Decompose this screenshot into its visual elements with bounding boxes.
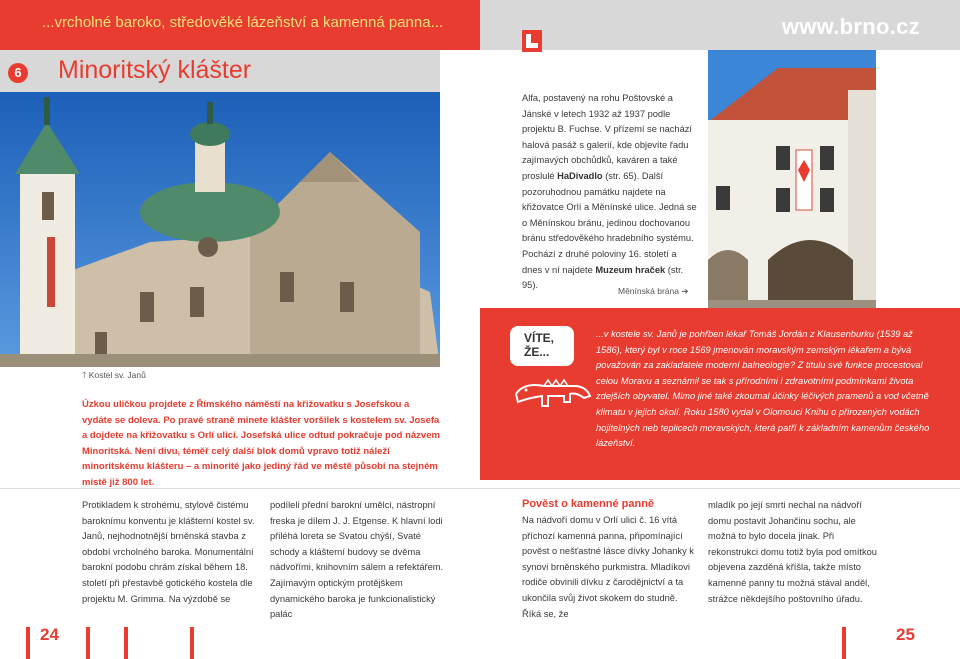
paragraph-text: Alfa, postavený na rohu Poštovské a Jánské v letech 1932 až 1937 podle projektu B. Fuchse. V přízemí se nachází halová pasáž s galerií, kde objevíte řadu zajímavých obchůdků, kaváren a také proslulé xyxy=(522,93,693,181)
arrow-up-icon: 🡑 xyxy=(82,370,87,380)
page-number-left: 24 xyxy=(40,625,59,644)
intro-paragraph: Úzkou uličkou projdete z Římského náměstí na křižovatku s Josefskou a vydáte se doleva. Po pravé straně minete klášter voršilek s kostelem sv. Josefa a dojdete na křižovatku s Orlí ulicí. Josefská ulice odtud pokračuje pod názvem Minoritská. Není divu, téměř celý další blok domů vpravo totiž náleží minoritskému klášteru – a minorité jako jediný řád ve městě působí na stejném místě již 800 let. xyxy=(82,399,440,488)
label-line-2: ŽE... xyxy=(524,345,550,359)
gate-caption-text: Měnínská brána xyxy=(618,286,679,296)
did-you-know-text: ...v kostele sv. Janů je pohřben lékař Tomáš Jordán z Klausenburku (1539 až 1586), který byl v roce 1569 jmenován moravským zemským lékařem a bývá považován za zakladatele moderní balneologie? Z titulu své funkce procestoval celou Moravu a seznámil se tak s přírodními i zdravotními podmínkami života zdejších obyvatel. Mimo jiné také zkoumal účinky léčivých pramenů a vod včetně klimatu v jejich okolí. Roku 1580 vydal v Olomouci Knihu o přirozených vodách hojitelných neb teplicech moravských, která patří k základním kamenům českého lázeňství. xyxy=(596,329,930,449)
chapter-number-badge: 6 xyxy=(8,63,28,83)
section-divider xyxy=(0,488,960,489)
label-line-1: VÍTE, xyxy=(524,331,555,345)
page-number-right: 25 xyxy=(896,625,915,644)
brno-logo-icon xyxy=(522,30,542,52)
page-bar-decoration xyxy=(124,627,128,659)
crocodile-icon xyxy=(514,372,594,423)
column-4-text: mladík po její smrti nechal na nádvoří domu postavit Johančinu sochu, ale možná to bylo docela jinak. Při rekonstrukci domu totiž byla pod omítkou objevena zazděná kříšla, takže místo kamenné panny tu možná stával anděl, strážce někdejšího poštovního úřadu. xyxy=(708,500,877,604)
website-url[interactable]: www.brno.cz xyxy=(781,14,920,39)
column-2-text: podíleli přední barokní umělci, nástropní freska je dílem J. J. Etgense. K hlavní lodi přiléhá loreta se Svatou chýší, Svaté schody a klášterní budovy se dvěma nádvořími, knihovním sálem a refektářem. Zajímavým optickým protějškem dynamického baroka je funkcionalistický palác xyxy=(270,500,444,620)
highlight-hadivadlo: HaDivadlo xyxy=(557,170,603,181)
column-1-text: Protikladem k strohému, stylově čistému baroknímu konventu je klášterní kostel sv. Janů, nejhodnotnější brněnská stavba z období vrcholného baroka. Monumentální barokní podobu chrám získal během 18. století při přestavbě gotického kostela dle projektu M. Grimma. Na výzdobě se xyxy=(82,500,255,604)
arrow-right-icon: ➔ xyxy=(681,286,689,296)
legend-heading: Pověst o kamenné panně xyxy=(522,498,655,510)
church-caption-text: Kostel sv. Janů xyxy=(88,370,146,380)
church-photo xyxy=(0,92,440,367)
gate-building-photo xyxy=(708,50,876,308)
gate-caption xyxy=(618,286,688,297)
paragraph-text: (str. 95). xyxy=(522,264,684,291)
right-paragraph xyxy=(522,91,697,294)
paragraph-text: (str. 65). Další pozoruhodnou památku najdete na křižovatce Orlí a Měnínské ulice. Jedná se o Měnínskou bránu, jedinou dochovanou bránu středověkého hradebního systému. Pochází z druhé poloviny 16. století a dnes v ní najdete xyxy=(522,170,697,275)
series-title: ...vrcholné baroko, středověké lázeňství a kamenná panna... xyxy=(42,14,444,31)
highlight-muzeum-hracek: Muzeum hraček xyxy=(595,264,666,275)
chapter-title: Minoritský klášter xyxy=(58,56,252,84)
church-caption xyxy=(82,370,146,384)
did-you-know-label xyxy=(524,331,554,359)
page-bar-decoration xyxy=(190,627,194,659)
page-bar-decoration xyxy=(26,627,30,659)
column-3-text: Na nádvoří domu v Orlí ulici č. 16 vítá příchozí kamenná panna, připomínající pověst o nešťastné lásce dívky Johanky k synovi brněnského purkmistra. Mladíkovi rodiče obvinili dívku z čarodějnictví a ta ukončila svůj život skokem do studně. Říká se, že xyxy=(522,515,694,619)
page-bar-decoration xyxy=(842,627,846,659)
page-bar-decoration xyxy=(86,627,90,659)
